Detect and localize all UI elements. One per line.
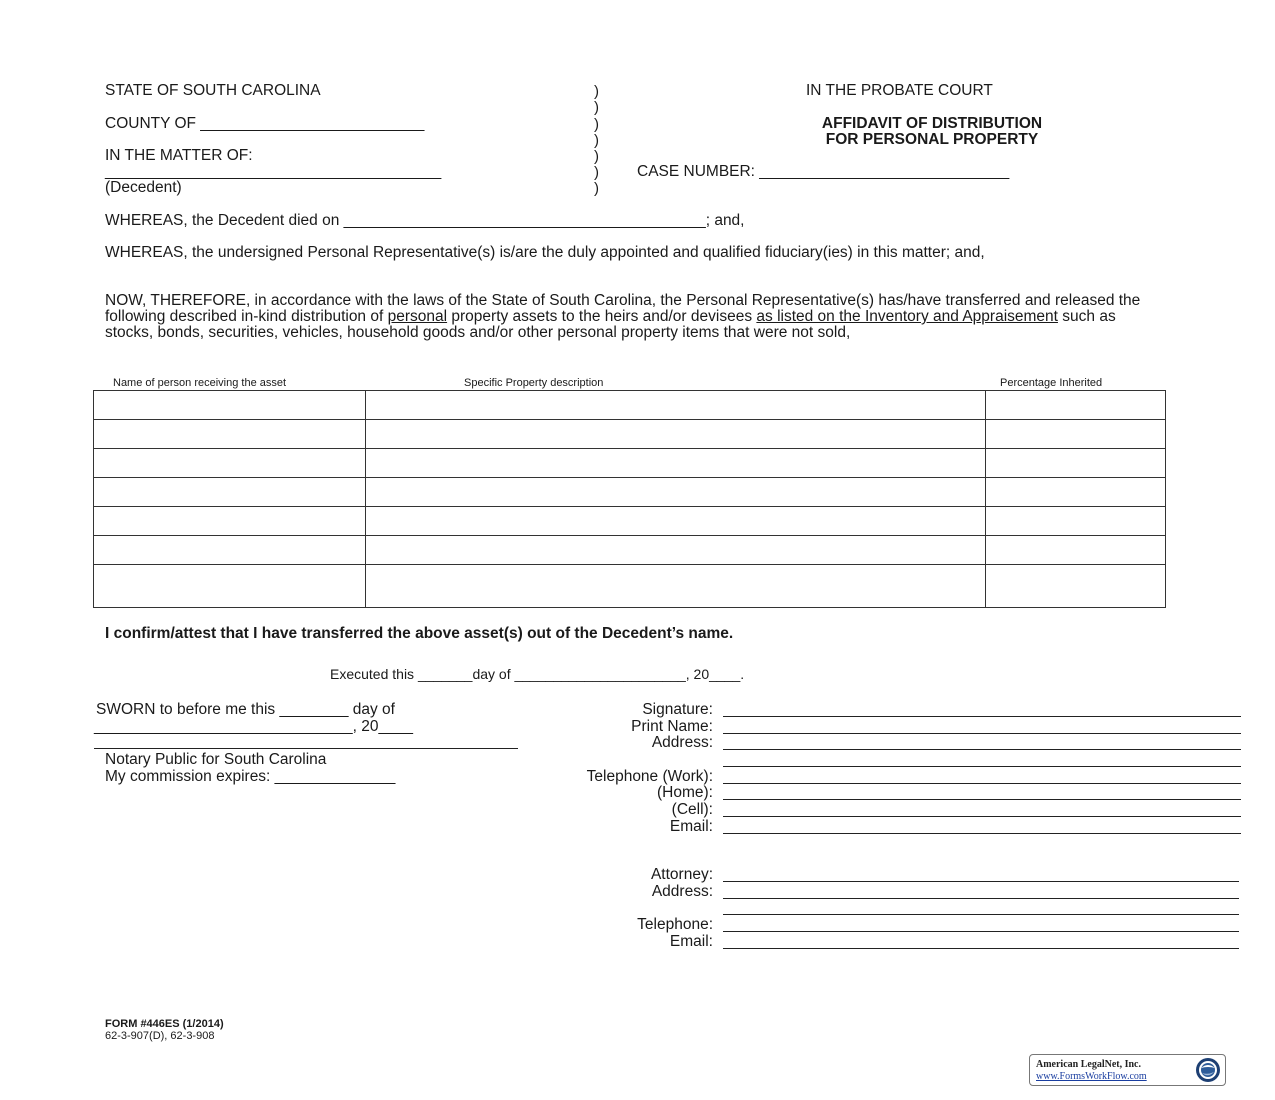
statute-citation: 62-3-907(D), 62-3-908 [105, 1030, 215, 1042]
description-cell[interactable] [365, 536, 985, 565]
percentage-cell[interactable] [986, 565, 1166, 608]
whereas-representative: WHEREAS, the undersigned Personal Representative(s) is/are the duly appointed and qualified fiduciary(ies) in this matter; and, [105, 244, 985, 261]
telephone-home-line[interactable] [723, 799, 1241, 800]
sworn-year-line: ______________________________, 20____ [94, 718, 413, 735]
caption-paren: ) [594, 132, 599, 149]
percentage-cell[interactable] [986, 478, 1166, 507]
description-cell[interactable] [365, 507, 985, 536]
recipient-cell[interactable] [94, 507, 366, 536]
description-cell[interactable] [365, 478, 985, 507]
caption-paren: ) [594, 83, 599, 100]
address-label: Address: [651, 734, 713, 751]
table-row [94, 536, 1166, 565]
percentage-cell[interactable] [986, 449, 1166, 478]
form-title-line1: AFFIDAVIT OF DISTRIBUTION [821, 115, 1043, 132]
telephone-work-label: Telephone (Work): [586, 768, 713, 785]
recipient-cell[interactable] [94, 391, 366, 420]
whereas-death-date: WHEREAS, the Decedent died on __________________________________________; and, [105, 212, 745, 229]
now-therefore-paragraph: NOW, THEREFORE, in accordance with the laws of the State of South Carolina, the Personal Representative(s) has/have transferred and released the following described in-kind distribution of personal property assets to the heirs and/or devisees as listed on the Inventory and Appraisement such as stocks, bonds, securities, vehicles, household goods and/or other personal property items that were not sold, [105, 292, 1141, 341]
percentage-cell[interactable] [986, 391, 1166, 420]
matter-label: IN THE MATTER OF: [105, 147, 253, 164]
table-row [94, 565, 1166, 608]
recipient-cell[interactable] [94, 449, 366, 478]
attorney-address-line[interactable] [723, 898, 1239, 899]
attorney-address-label: Address: [651, 883, 713, 900]
publisher-logo[interactable] [1029, 1054, 1226, 1086]
form-number: FORM #446ES (1/2014) [105, 1018, 224, 1030]
recipient-cell[interactable] [94, 478, 366, 507]
caption-paren: ) [594, 99, 599, 116]
caption-paren: ) [594, 116, 599, 133]
attestation-statement: I confirm/attest that I have transferred the above asset(s) out of the Decedent’s name. [105, 625, 734, 642]
form-title-line2: FOR PERSONAL PROPERTY [825, 131, 1039, 148]
notary-public-label: Notary Public for South Carolina [105, 751, 327, 768]
description-cell[interactable] [365, 391, 985, 420]
recipient-cell[interactable] [94, 420, 366, 449]
print-name-label: Print Name: [631, 718, 713, 735]
col-header-recipient: Name of person receiving the asset [113, 377, 287, 389]
telephone-work-line[interactable] [723, 783, 1241, 784]
address-line[interactable] [723, 749, 1241, 750]
description-cell[interactable] [365, 565, 985, 608]
attorney-label: Attorney: [650, 866, 713, 883]
state-label: STATE OF SOUTH CAROLINA [105, 82, 321, 99]
attorney-line[interactable] [723, 881, 1239, 882]
attorney-address-line-2[interactable] [723, 914, 1239, 915]
attorney-email-label: Email: [669, 933, 713, 950]
executed-date-line: Executed this _______day of ______________________, 20____. [330, 666, 745, 682]
caption-paren: ) [594, 180, 599, 197]
percentage-cell[interactable] [986, 507, 1166, 536]
court-label: IN THE PROBATE COURT [806, 82, 993, 99]
caption-paren: ) [594, 148, 599, 165]
table-row [94, 449, 1166, 478]
publisher-name: American LegalNet, Inc. [1036, 1059, 1141, 1070]
print-name-line[interactable] [723, 733, 1241, 734]
globe-icon [1195, 1057, 1221, 1083]
telephone-cell-label: (Cell): [671, 801, 713, 818]
col-header-description: Specific Property description [464, 377, 604, 389]
table-row [94, 391, 1166, 420]
notary-signature-line[interactable] [94, 748, 518, 749]
table-row [94, 420, 1166, 449]
signature-label: Signature: [642, 701, 713, 718]
decedent-label: (Decedent) [105, 179, 182, 196]
sworn-statement: SWORN to before me this ________ day of [96, 701, 395, 718]
telephone-home-label: (Home): [657, 784, 713, 801]
table-row [94, 507, 1166, 536]
attorney-telephone-label: Telephone: [637, 916, 713, 933]
county-field: COUNTY OF __________________________ [105, 115, 425, 132]
percentage-cell[interactable] [986, 420, 1166, 449]
email-label: Email: [669, 818, 713, 835]
case-number-field: CASE NUMBER: _____________________________ [637, 163, 1010, 180]
signature-line[interactable] [723, 716, 1241, 717]
table-row [94, 478, 1166, 507]
description-cell[interactable] [365, 449, 985, 478]
asset-table [93, 390, 1166, 608]
recipient-cell[interactable] [94, 565, 366, 608]
commission-expires-field: My commission expires: ______________ [105, 768, 396, 785]
address-line-2[interactable] [723, 766, 1241, 767]
attorney-email-line[interactable] [723, 948, 1239, 949]
recipient-cell[interactable] [94, 536, 366, 565]
attorney-telephone-line[interactable] [723, 931, 1239, 932]
caption-paren: ) [594, 164, 599, 181]
col-header-percentage: Percentage Inherited [1000, 377, 1103, 389]
description-cell[interactable] [365, 420, 985, 449]
publisher-link[interactable]: www.FormsWorkFlow.com [1036, 1071, 1147, 1082]
percentage-cell[interactable] [986, 536, 1166, 565]
matter-name-line: _______________________________________ [105, 163, 442, 180]
email-line[interactable] [723, 833, 1241, 834]
telephone-cell-line[interactable] [723, 816, 1241, 817]
